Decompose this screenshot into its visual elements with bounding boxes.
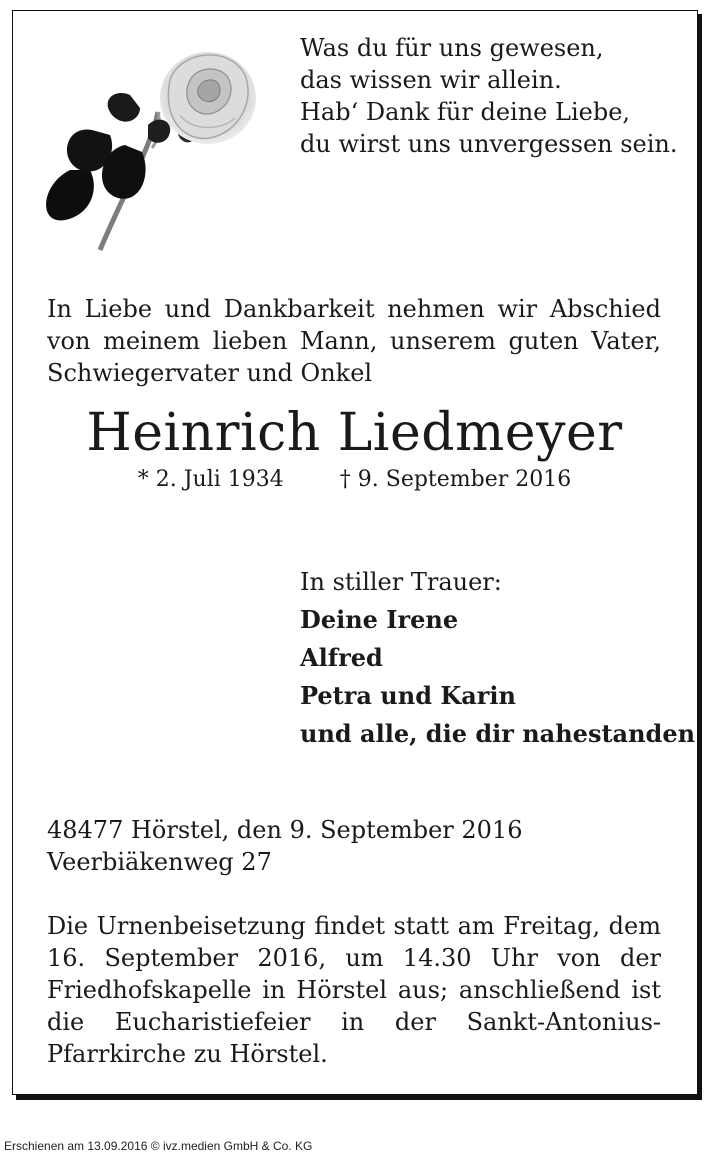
poem-line: das wissen wir allein. (300, 66, 562, 94)
rose-icon (30, 20, 260, 260)
poem-line: Hab‘ Dank für deine Liebe, (300, 98, 631, 126)
deceased-name: Heinrich Liedmeyer (86, 403, 623, 463)
mourners-heading: In stiller Trauer: (300, 568, 502, 596)
frame-shadow-right (698, 14, 702, 1100)
birth-date: * 2. Juli 1934 (137, 467, 284, 492)
funeral-notice: Die Urnenbeisetzung findet statt am Freitag, dem 16. September 2016, um 14.30 Uhr von der Friedhofskapelle in Hörstel aus; anschließend ist die Eucharistiefeier in der Sankt-Antonius-Pfarrkirche zu Hörstel. (47, 912, 661, 1068)
mourner-name: Petra und Karin (300, 681, 516, 710)
mourner-name: Alfred (300, 643, 383, 672)
life-dates (0, 466, 709, 494)
mourner-name: und alle, die dir nahestanden (300, 719, 696, 748)
mourner-name: Deine Irene (300, 605, 459, 634)
poem-line: du wirst uns unvergessen sein. (300, 130, 678, 158)
death-date: † 9. September 2016 (339, 467, 572, 492)
address-block (47, 814, 522, 878)
intro-text: In Liebe und Dankbarkeit nehmen wir Abschied von meinem lieben Mann, unserem guten Vater, Schwiegervater und Onkel (47, 295, 661, 387)
poem-line: Was du für uns gewesen, (300, 34, 604, 62)
frame-shadow-bottom (16, 1095, 702, 1100)
mourners-block (300, 563, 695, 753)
place-date: 48477 Hörstel, den 9. September 2016 (47, 816, 523, 844)
street: Veerbiäkenweg 27 (47, 848, 272, 876)
poem (300, 32, 678, 160)
publication-credit: Erschienen am 13.09.2016 © ivz.medien GmbH & Co. KG (4, 1139, 313, 1153)
